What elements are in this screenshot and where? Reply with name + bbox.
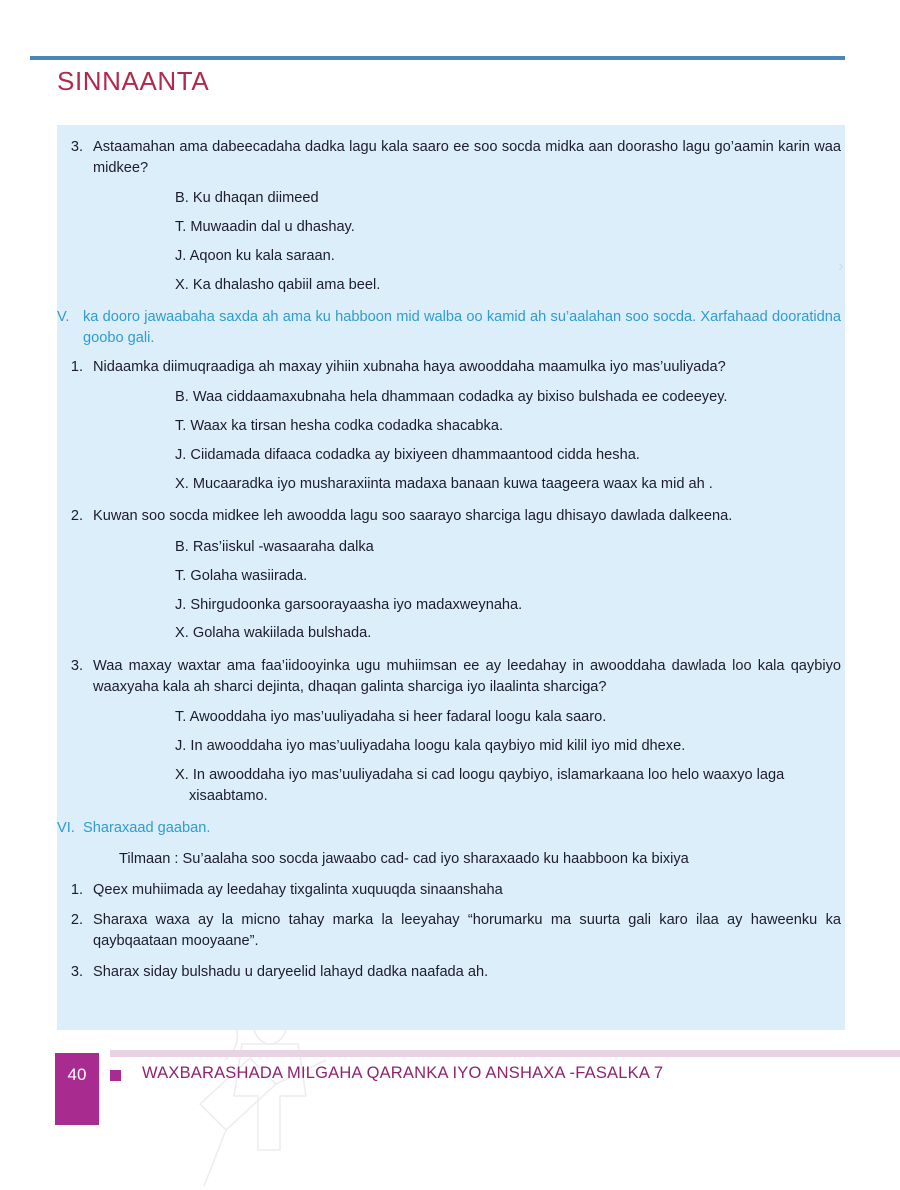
- section-numeral: VI.: [57, 820, 75, 837]
- question-item: [57, 357, 845, 378]
- option-item[interactable]: T. Waax ka tirsan hesha codka codadka shacabka.: [175, 418, 504, 435]
- content-body: [57, 125, 845, 983]
- section-instruction: Tilmaan : Su’aalaha soo socda jawaabo cad- cad iyo sharaxaado ku haabboon ka bixiya: [119, 850, 689, 867]
- section-heading-v: [57, 307, 845, 348]
- question-number: 2.: [70, 508, 83, 525]
- option-item[interactable]: B. Waa ciddaamaxubnaha hela dhammaan codadka ay bixiso bulshada ee codeeyey.: [175, 389, 728, 406]
- page-title: SINNAANTA: [57, 66, 210, 96]
- question-item: [57, 910, 845, 951]
- question-number: 1.: [70, 358, 83, 375]
- option-item[interactable]: T. Muwaadin dal u dhashay.: [175, 219, 355, 236]
- option-item[interactable]: B. Ras’iiskul -wasaaraha dalka: [175, 539, 374, 556]
- question-number: 3.: [70, 657, 83, 674]
- section-heading-text: ka dooro jawaabaha saxda ah ama ku habboon mid walba oo kamid ah su’aalahan soo socda. Xarfahaad dooratidna goobo gali.: [83, 309, 841, 347]
- question-text: Sharax siday bulshadu u daryeelid lahayd dadka naafada ah.: [93, 963, 489, 980]
- question-text: Astaamahan ama dabeecadaha dadka lagu kala saaro ee soo socda midka aan doorasho lagu go’aamin karin waa midkee?: [93, 139, 841, 176]
- question-item: [57, 506, 845, 527]
- question-item: [57, 656, 845, 697]
- option-item[interactable]: X. Golaha wakiilada bulshada.: [175, 625, 372, 642]
- section-numeral: V.: [57, 309, 70, 326]
- section-heading-text: Sharaxaad gaaban.: [83, 820, 211, 837]
- option-item[interactable]: X. Mucaaradka iyo musharaxiinta madaxa banaan kuwa taageera waax ka mid ah .: [175, 475, 713, 492]
- option-item[interactable]: J. Shirgudoonka garsoorayaasha iyo madaxweynaha.: [175, 596, 523, 613]
- option-item[interactable]: J. Aqoon ku kala saraan.: [175, 247, 335, 264]
- option-item[interactable]: T. Awooddaha iyo mas’uuliyadaha si heer fadaral loogu kala saaro.: [175, 709, 607, 726]
- option-item[interactable]: T. Golaha wasiirada.: [175, 567, 308, 584]
- question-number: 1.: [70, 881, 83, 898]
- section-heading-vi: [57, 818, 845, 839]
- option-item[interactable]: B. Ku dhaqan diimeed: [175, 190, 319, 207]
- question-number: 3.: [70, 963, 83, 980]
- question-text: Kuwan soo socda midkee leh awoodda lagu soo saarayo sharciga lagu dhisayo dawlada dalkeena.: [93, 508, 733, 525]
- header-rule: [30, 56, 845, 60]
- panel-edge-chevron-icon: ›: [838, 256, 844, 275]
- option-item[interactable]: X. In awooddaha iyo mas’uuliyadaha si cad loogu qaybiyo, islamarkaana loo helo waaxyo laga xisaabtamo.: [175, 766, 785, 804]
- question-number: 3.: [70, 139, 83, 155]
- question-text: Sharaxa waxa ay la micno tahay marka la leeyahay “horumarku ma suurta gali karo ilaa ay haweenku ka qaybqaataan mooyaane”.: [93, 912, 841, 950]
- option-item[interactable]: X. Ka dhalasho qabiil ama beel.: [175, 276, 381, 293]
- question-text: Qeex muhiimada ay leedahay tixgalinta xuquuqda sinaanshaha: [93, 881, 503, 898]
- page-number-box: [55, 1053, 99, 1125]
- question-text: Nidaamka diimuqraadiga ah maxay yihiin xubnaha haya awooddaha maamulka iyo mas’uuliyada?: [93, 358, 726, 375]
- question-item: [57, 962, 845, 983]
- question-text: Waa maxay waxtar ama faa’iidooyinka ugu muhiimsan ee ay leedahay in awooddaha dawlada loo kala qaybiyo waaxyaha kala ah sharci dejinta, dhaqan galinta sharciga iyo ilaalinta sharciga?: [93, 657, 841, 695]
- footer-rule: [110, 1050, 900, 1057]
- footer-title: WAXBARASHADA MILGAHA QARANKA IYO ANSHAXA -FASALKA 7: [142, 1064, 664, 1082]
- footer-square-bullet-icon: [110, 1070, 121, 1081]
- option-item[interactable]: J. Ciidamada difaaca codadka ay bixiyeen dhammaantood cidda hesha.: [175, 446, 640, 463]
- question-item: [57, 880, 845, 901]
- page-number: 40: [67, 1065, 87, 1084]
- question-item: [57, 137, 845, 178]
- question-number: 2.: [70, 912, 83, 929]
- option-item[interactable]: J. In awooddaha iyo mas’uuliyadaha loogu kala qaybiyo mid kilil iyo mid dhexe.: [175, 738, 686, 755]
